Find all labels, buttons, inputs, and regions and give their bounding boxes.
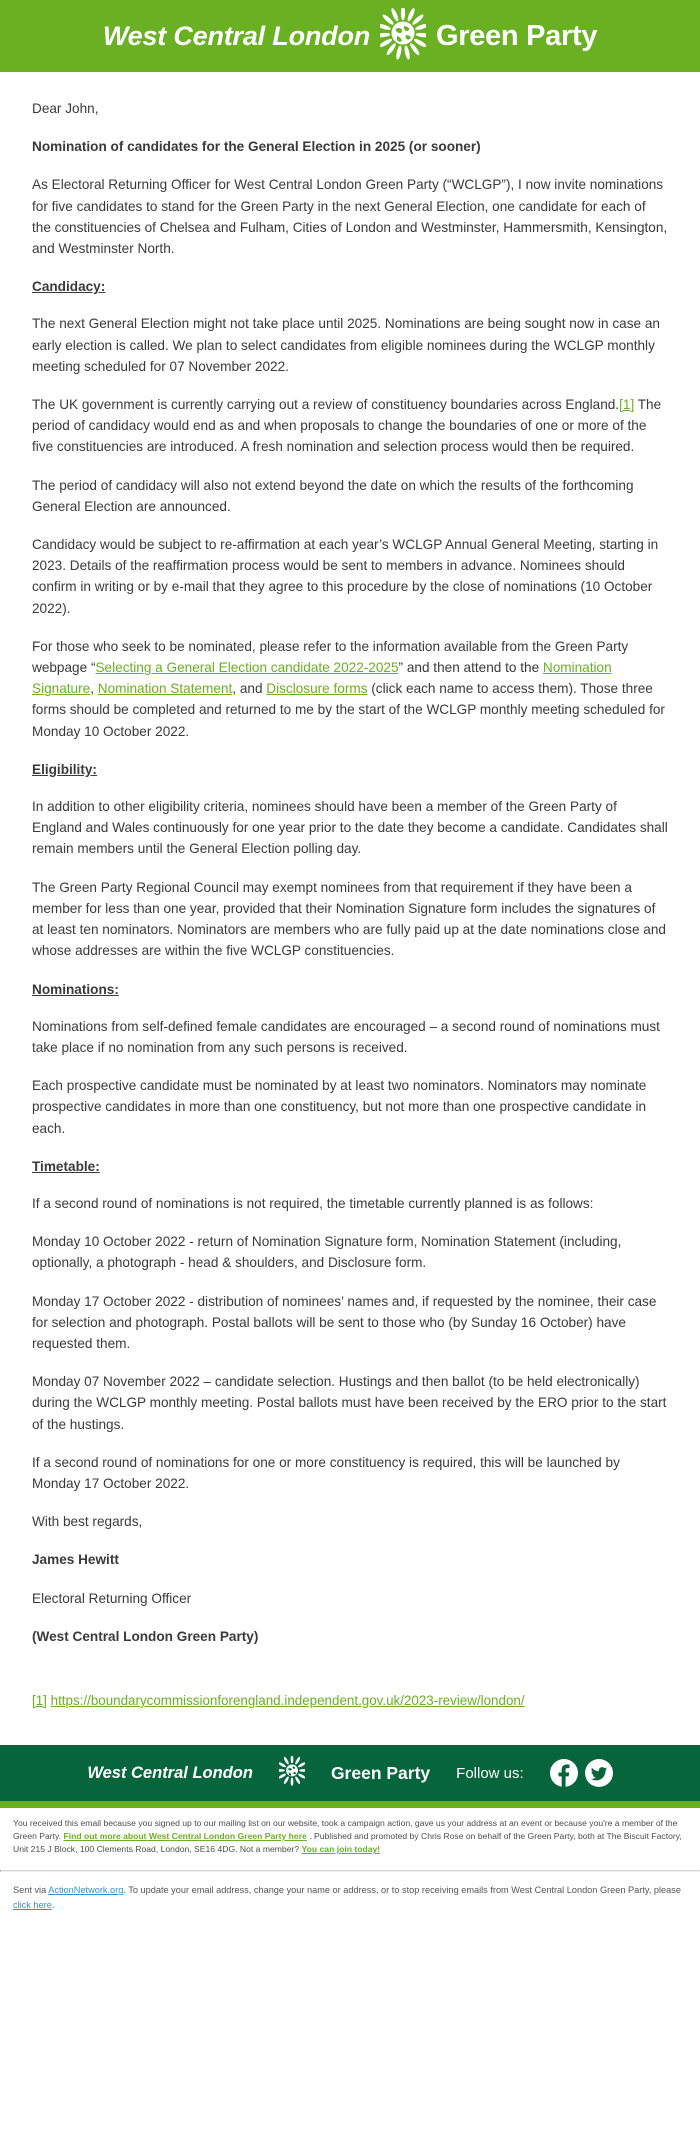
signer-party-open-paren: ( xyxy=(32,1628,37,1644)
footer-sunflower-icon xyxy=(279,1756,305,1791)
heading-eligibility: Eligibility: xyxy=(32,761,97,777)
candidacy-paragraph-2 xyxy=(32,394,668,458)
timetable-item-3: Monday 07 November 2022 – candidate selection. Hustings and then ballot (to be held electronically) during the WCLGP monthly meeting. Postal ballots must have been received by the ERO prior to the start of the hustings. xyxy=(32,1374,667,1432)
link-selecting-candidate-webpage[interactable]: Selecting a General Election candidate 2022-2025 xyxy=(95,660,399,676)
heading-nominations: Nominations: xyxy=(32,981,119,997)
header-title-right: Green Party xyxy=(436,19,598,52)
timetable-intro: If a second round of nominations is not required, the timetable currently planned is as follows: xyxy=(32,1195,594,1211)
link-find-out-more[interactable]: Find out more about West Central London Green Party here xyxy=(63,1831,307,1842)
candidacy-paragraph-5 xyxy=(32,636,668,742)
nominations-paragraph-1: Nominations from self-defined female candidates are encouraged – a second round of nominations must take place if no nomination from any such persons is received. xyxy=(32,1018,660,1055)
footnote-reference-link[interactable]: [1] xyxy=(619,397,635,413)
disclaimer-text-part-1: You received this email because you signed up to our mailing list on our website, took a campaign action, gave us your address at an event or because you're a member of the Green Party. xyxy=(13,1818,678,1842)
eligibility-paragraph-2: The Green Party Regional Council may exempt nominees from that requirement if they have been a member for less than one year, provided that their Nomination Signature form includes the signatures of at least ten nominators. Nominators are members who are fully paid up at the date nominations close and whose addresses are within the five WCLGP constituencies. xyxy=(32,879,666,959)
link-nomination-statement-form[interactable]: Nomination Statement xyxy=(97,681,233,697)
footnote-block xyxy=(32,1687,668,1711)
footnote-url-link[interactable]: https://boundarycommissionforengland.independent.gov.uk/2023-review/london/ xyxy=(50,1692,525,1708)
footnote-reference-number: 1 xyxy=(622,397,631,413)
header-title-left: West Central London xyxy=(102,20,371,51)
twitter-icon[interactable] xyxy=(585,1759,613,1787)
subject-line: Nomination of candidates for the General Election in 2025 (or sooner) xyxy=(32,139,481,155)
candidacy-paragraph-3: The period of candidacy will also not extend beyond the date on which the results of the forthcoming General Election are announced. xyxy=(32,477,634,514)
link-disclosure-forms[interactable]: Disclosure forms xyxy=(266,681,368,697)
signer-party xyxy=(32,1626,668,1647)
nominations-paragraph-2: Each prospective candidate must be nominated by at least two nominators. Nominators may nominate prospective candidates in more than one constituency, but not more than one prospective candidate in each. xyxy=(32,1078,647,1136)
sent-via-part-3: . xyxy=(51,1899,55,1910)
signer-party-name: West Central London Green Party xyxy=(36,1628,254,1644)
email-letter-body xyxy=(0,72,700,1745)
signer-party-close-paren: ) xyxy=(253,1628,259,1644)
candidacy-p2-text-after: The period of candidacy would end as and when proposals to change the boundaries of one or more of the five constituencies are introduced. A fresh nomination and selection process would then be required. xyxy=(32,397,662,455)
social-links xyxy=(550,1759,613,1787)
intro-paragraph: As Electoral Returning Officer for West Central London Green Party (“WCLGP”), I now invite nominations for five candidates to stand for the Green Party in the next General Election, one candidate for each of the constituencies of Chelsea and Fulham, Cities of London and Westminster, Hammersmith, Kensington, and Westminster North. xyxy=(32,177,668,257)
email-footer-bar xyxy=(0,1745,700,1801)
sent-via-part-1: Sent via xyxy=(13,1885,49,1896)
timetable-item-2: Monday 17 October 2022 - distribution of nominees’ names and, if requested by the nominee, their case for selection and photograph. Postal ballots will be sent to those who (by Sunday 16 October) have requested them. xyxy=(32,1293,657,1351)
link-nomination-signature-form[interactable]: Nomination Signature xyxy=(32,660,612,697)
footer-accent-stripe xyxy=(0,1801,700,1808)
candidacy-p5-segment-a: For those who seek to be nominated, please refer to the information available from the Green Party webpage “ xyxy=(32,638,629,676)
footer-logo-text-left: West Central London xyxy=(87,1763,253,1782)
candidacy-p2-text-before: The UK government is currently carrying out a review of constituency boundaries across England. xyxy=(32,397,620,413)
salutation: Dear John, xyxy=(32,101,99,116)
signer-name: James Hewitt xyxy=(32,1552,119,1568)
email-header-banner xyxy=(0,0,700,72)
link-join-today[interactable]: You can join today! xyxy=(301,1844,381,1855)
candidacy-p5-segment-c: , xyxy=(90,681,98,697)
candidacy-paragraph-1: The next General Election might not take place until 2025. Nominations are being sought now in case an early election is called. We plan to select candidates from eligible nominees during the WCLGP monthly meeting scheduled for 07 November 2022. xyxy=(32,316,660,374)
footnote-marker-link[interactable]: [1] xyxy=(32,1692,47,1708)
legal-disclaimer xyxy=(0,1808,700,1870)
signer-role: Electoral Returning Officer xyxy=(32,1590,192,1606)
candidacy-p5-segment-e: (click each name to access them). Those three forms should be completed and returned to me by the start of the WCLGP monthly meeting scheduled for Monday 10 October 2022. xyxy=(32,681,665,739)
green-party-sunflower-logo xyxy=(380,8,426,65)
timetable-item-4: If a second round of nominations for one or more constituency is required, this will be launched by Monday 17 October 2022. xyxy=(32,1454,620,1491)
link-action-network[interactable]: ActionNetwork.org xyxy=(48,1885,124,1896)
timetable-item-1: Monday 10 October 2022 - return of Nomination Signature form, Nomination Statement (including, optionally, a photograph - head & shoulders, and Disclosure form. xyxy=(32,1234,622,1271)
link-unsubscribe-click-here[interactable]: click here xyxy=(13,1899,52,1910)
follow-us-label: Follow us: xyxy=(456,1764,524,1782)
candidacy-p5-segment-d: , and xyxy=(232,681,267,697)
candidacy-p5-segment-b: ” and then attend to the xyxy=(398,660,543,676)
eligibility-paragraph-1: In addition to other eligibility criteria, nominees should have been a member of the Green Party of England and Wales continuously for one year prior to the date they become a candidate. Candidates shall remain members until the General Election polling day. xyxy=(32,799,668,857)
sent-via-notice xyxy=(0,1872,700,1928)
closing-line: With best regards, xyxy=(32,1514,143,1530)
sent-via-part-2: . To update your email address, change your name or address, or to stop receiving emails from West Central London Green Party, please xyxy=(123,1885,681,1896)
facebook-icon[interactable] xyxy=(550,1759,578,1787)
heading-timetable: Timetable: xyxy=(32,1158,100,1174)
footer-logo-text-right: Green Party xyxy=(330,1762,431,1783)
candidacy-paragraph-4: Candidacy would be subject to re-affirmation at each year’s WCLGP Annual General Meeting, starting in 2023. Details of the reaffirmation process would be sent to members in advance. Nominees should confirm in writing or by e-mail that they agree to this procedure by the close of nominations (10 October 2022). xyxy=(32,537,659,616)
disclaimer-text-part-2: . Published and promoted by Chris Rose on behalf of the Green Party, both at The Biscuit Factory, Unit 215 J Block, 100 Clements Road, London, SE16 4DG. Not a member? xyxy=(13,1831,682,1855)
heading-candidacy: Candidacy: xyxy=(32,279,106,295)
